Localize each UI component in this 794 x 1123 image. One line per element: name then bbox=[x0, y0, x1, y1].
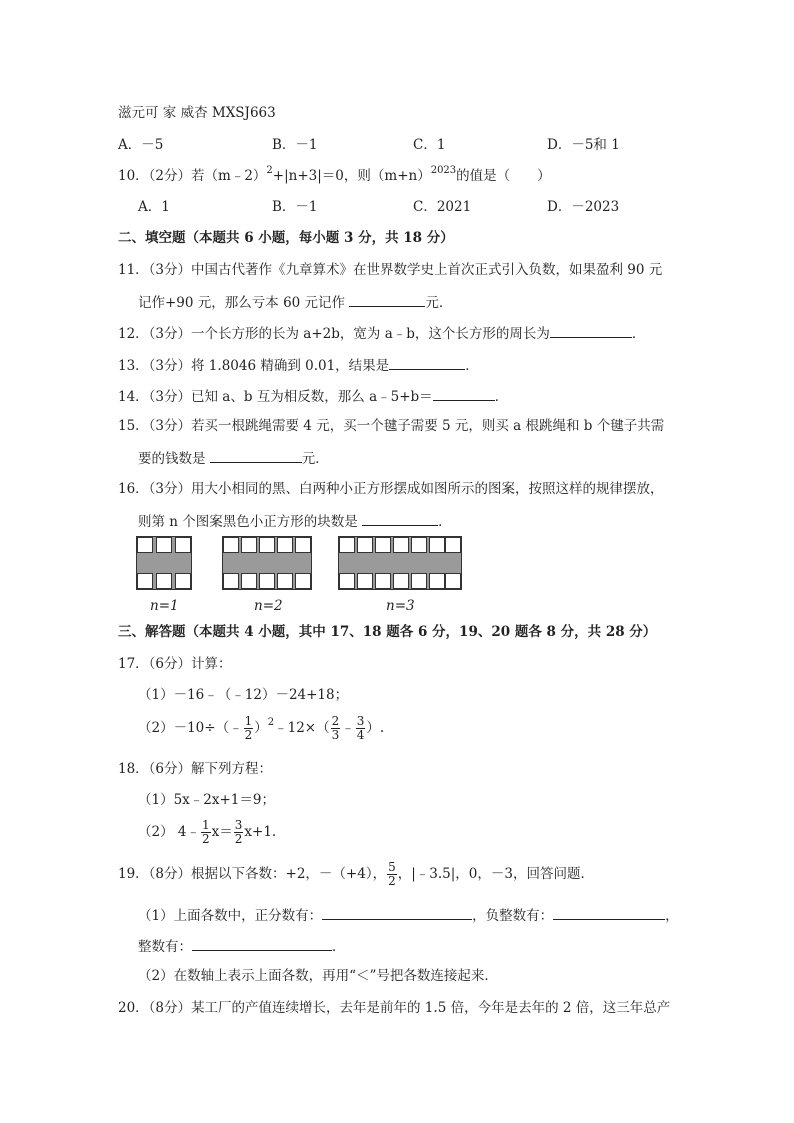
q17-p2-text-e: ）. bbox=[366, 720, 385, 736]
q11-line1: 11．（3分）中国古代著作《九章算术》在世界数学史上首次正式引入负数，如果盈利 90 元 bbox=[118, 262, 663, 278]
q9-option-b: B．－1 bbox=[272, 137, 318, 153]
q18-part1: （1）5x﹣2x+1＝9； bbox=[138, 792, 275, 808]
q17-p2-text-c: ﹣12×（ bbox=[274, 720, 330, 736]
q16-line2 bbox=[138, 511, 452, 531]
q19-p1-negative-integer-label: ，负整数有： bbox=[472, 908, 554, 924]
q10-option-d: D．－2023 bbox=[547, 199, 620, 215]
q18-title: 18．（6分）解下列方程： bbox=[118, 761, 273, 777]
q16-answer-blank[interactable] bbox=[362, 511, 438, 526]
frac-denominator: 2 bbox=[388, 874, 396, 888]
pattern-label-n1: n=1 bbox=[150, 598, 179, 614]
white-square bbox=[393, 573, 409, 589]
q13-text: 13．（3分）将 1.8046 精确到 0.01，结果是 bbox=[118, 358, 390, 374]
q19-integer-blank[interactable] bbox=[192, 936, 332, 951]
q14-line bbox=[118, 386, 508, 406]
q19-p1-comma: ， bbox=[665, 908, 679, 924]
q10-exp2: 2023 bbox=[430, 165, 457, 176]
q13-end: ． bbox=[465, 358, 479, 374]
pattern-label-n3: n=3 bbox=[386, 598, 415, 614]
white-square bbox=[429, 573, 445, 589]
q12-answer-blank[interactable] bbox=[550, 323, 632, 338]
q14-text: 14．（3分）已知 a、b 互为相反数，那么 a﹣5+b＝ bbox=[118, 389, 433, 405]
frac-numerator: 3 bbox=[356, 714, 365, 728]
q9-option-d: D．－5和 1 bbox=[547, 137, 620, 153]
white-square bbox=[137, 573, 153, 589]
q17-part1: （1）－16﹣（﹣12）－24+18； bbox=[138, 687, 349, 703]
frac-numerator: 3 bbox=[234, 818, 243, 832]
q12-line bbox=[118, 323, 645, 343]
q19-text-a: 19．（8分）根据以下各数：+2，－（+4）， bbox=[118, 866, 387, 882]
q19-text-b: ，|﹣3.5|，0，－3，回答问题． bbox=[397, 866, 594, 882]
white-square bbox=[375, 537, 391, 553]
q11-answer-blank[interactable] bbox=[349, 292, 425, 307]
frac-denominator: 2 bbox=[201, 832, 210, 846]
q15-line2 bbox=[138, 448, 329, 468]
section-2-heading: 二、填空题（本题共 6 小题，每小题 3 分，共 18 分） bbox=[118, 230, 454, 246]
white-square bbox=[393, 537, 409, 553]
pattern-n2 bbox=[222, 536, 312, 590]
q10-exp: 2 bbox=[266, 165, 273, 176]
q17-p2-text-b: ） bbox=[254, 720, 268, 736]
q15-text: 要的钱数是 bbox=[138, 451, 206, 467]
q19-part1-line1 bbox=[138, 905, 679, 925]
q9-option-c: C．1 bbox=[413, 137, 446, 153]
q18-p2-text-c: x+1. bbox=[244, 824, 277, 840]
frac-numerator: 2 bbox=[331, 714, 340, 728]
white-square bbox=[175, 573, 191, 589]
frac-denominator: 4 bbox=[356, 728, 365, 742]
q17-frac-2 bbox=[331, 715, 341, 742]
q9-option-a: A．－5 bbox=[118, 137, 164, 153]
white-square bbox=[295, 537, 311, 553]
white-square bbox=[411, 537, 427, 553]
q19-stem bbox=[118, 858, 594, 890]
q16-end: ． bbox=[438, 514, 452, 530]
white-square bbox=[241, 537, 257, 553]
section-3-heading: 三、解答题（本题共 4 小题，其中 17、18 题各 6 分，19、20 题各 8 分，共 28 分） bbox=[118, 624, 657, 640]
q18-part2 bbox=[138, 816, 276, 848]
q13-answer-blank[interactable] bbox=[389, 355, 465, 370]
q11-unit: 元． bbox=[425, 295, 453, 311]
white-square bbox=[429, 537, 445, 553]
white-square bbox=[339, 573, 355, 589]
white-square bbox=[223, 573, 239, 589]
white-square bbox=[375, 573, 391, 589]
q19-p1-end: ． bbox=[332, 939, 346, 955]
white-square bbox=[339, 537, 355, 553]
q13-line bbox=[118, 355, 479, 375]
q18-frac-1 bbox=[201, 819, 211, 846]
q19-frac bbox=[387, 861, 397, 888]
q17-frac-1 bbox=[244, 715, 254, 742]
q19-negative-integer-blank[interactable] bbox=[553, 905, 665, 920]
q19-p1-positive-fraction-label: （1）上面各数中，正分数有： bbox=[138, 908, 323, 924]
frac-denominator: 2 bbox=[234, 832, 243, 846]
pattern-n3 bbox=[338, 536, 462, 590]
q18-p2-text-b: x＝ bbox=[211, 824, 233, 840]
white-square bbox=[241, 573, 257, 589]
q19-positive-fraction-blank[interactable] bbox=[322, 905, 472, 920]
q14-answer-blank[interactable] bbox=[433, 386, 495, 401]
frac-numerator: 1 bbox=[201, 818, 210, 832]
q17-frac-3 bbox=[356, 715, 366, 742]
white-square bbox=[259, 537, 275, 553]
white-square bbox=[277, 537, 293, 553]
white-square bbox=[259, 573, 275, 589]
q17-p2-text-d: ﹣ bbox=[341, 720, 355, 736]
q17-p2-exp: 2 bbox=[267, 717, 275, 728]
q15-unit: 元． bbox=[301, 451, 329, 467]
q14-end: ． bbox=[494, 389, 509, 405]
white-square bbox=[277, 573, 293, 589]
q15-answer-blank[interactable] bbox=[210, 448, 302, 463]
white-square bbox=[445, 573, 461, 589]
white-square bbox=[357, 537, 373, 553]
q10-prefix: 10．（2分）若（m﹣2） bbox=[118, 168, 267, 184]
frac-numerator: 1 bbox=[244, 714, 253, 728]
q10-option-b: B．－1 bbox=[272, 199, 318, 215]
frac-denominator: 2 bbox=[244, 728, 253, 742]
q17-title: 17．（6分）计算： bbox=[118, 656, 232, 672]
q10-option-a: A．1 bbox=[138, 199, 170, 215]
q19-p1-integer-label: 整数有： bbox=[138, 939, 192, 955]
q16-text: 则第 n 个图案黑色小正方形的块数是 bbox=[138, 514, 358, 530]
white-square bbox=[156, 573, 172, 589]
q16-line1: 16．（3分）用大小相同的黑、白两种小正方形摆成如图所示的图案，按照这样的规律摆放， bbox=[118, 481, 664, 497]
q17-part2 bbox=[138, 712, 384, 746]
white-square bbox=[137, 537, 153, 553]
white-square bbox=[445, 537, 461, 553]
q20-line1: 20．（8分）某工厂的产值连续增长，去年是前年的 1.5 倍，今年是去年的 2 倍，这三年总产 bbox=[118, 1000, 671, 1016]
pattern-label-n2: n=2 bbox=[254, 598, 283, 614]
q17-p2-text-a: （2）－10÷（﹣ bbox=[138, 720, 243, 736]
q19-part1-line2 bbox=[138, 936, 346, 956]
white-square bbox=[411, 573, 427, 589]
q10-option-c: C．2021 bbox=[413, 199, 472, 215]
q18-frac-2 bbox=[234, 819, 244, 846]
white-square bbox=[175, 537, 191, 553]
q15-line1: 15．（3分）若买一根跳绳需要 4 元，买一个毽子需要 5 元，则买 a 根跳绳和 b 个毽子共需 bbox=[118, 418, 665, 434]
white-square bbox=[357, 573, 373, 589]
q18-p2-text-a: （2） 4﹣ bbox=[138, 824, 200, 840]
q11-line2 bbox=[138, 292, 452, 312]
frac-denominator: 3 bbox=[331, 728, 340, 742]
q12-end: ． bbox=[631, 326, 646, 342]
q10-suffix: 的值是（ ） bbox=[456, 168, 551, 184]
q12-text: 12．（3分）一个长方形的长为 a+2b，宽为 a﹣b，这个长方形的周长为 bbox=[118, 326, 550, 342]
white-square bbox=[223, 537, 239, 553]
q11-text: 记作+90 元，那么亏本 60 元记作 bbox=[138, 295, 346, 311]
white-square bbox=[295, 573, 311, 589]
q10-stem bbox=[118, 167, 551, 187]
frac-numerator: 5 bbox=[388, 860, 396, 874]
q10-mid: +|n+3|＝0，则（m+n） bbox=[272, 168, 431, 184]
q19-part2: （2）在数轴上表示上面各数，再用“＜”号把各数连接起来． bbox=[138, 968, 498, 984]
pattern-n1 bbox=[136, 536, 192, 590]
white-square bbox=[156, 537, 172, 553]
header-text: 滋元可 家 威杏 MXSJ663 bbox=[118, 105, 276, 121]
